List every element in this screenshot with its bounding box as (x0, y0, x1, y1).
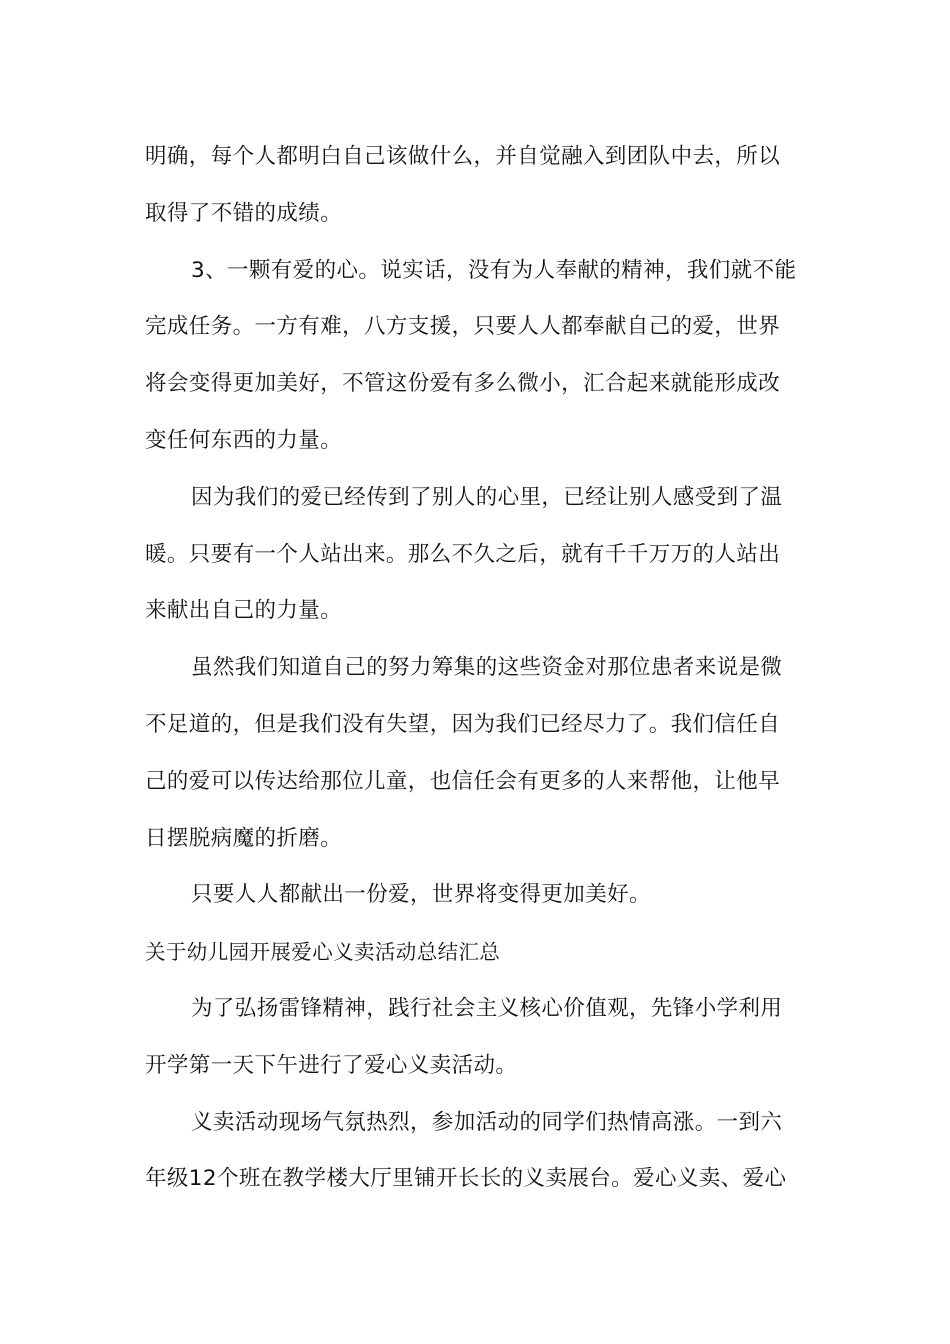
paragraph-4 (145, 640, 809, 867)
text-line: 义卖活动现场气氛热烈，参加活动的同学们热情高涨。一到六 (191, 1109, 783, 1135)
paragraph-2 (145, 243, 809, 470)
text-line: 虽然我们知道自己的努力筹集的这些资金对那位患者来说是微 (191, 655, 783, 681)
text-line: 己的爱可以传达给那位儿童，也信任会有更多的人来帮他，让他早 (145, 768, 781, 794)
section-paragraph-1 (145, 981, 809, 1095)
text-line: 取得了不错的成绩。 (145, 200, 343, 226)
text-line: 明确，每个人都明白自己该做什么，并自觉融入到团队中去，所以 (145, 144, 781, 169)
text-line: 暖。只要有一个人站出来。那么不久之后，就有千千万万的人站出 (145, 541, 781, 567)
text-line: 只要人人都献出一份爱，世界将变得更加美好。 (191, 882, 651, 908)
text-line: 因为我们的爱已经传到了别人的心里，已经让别人感受到了温 (191, 484, 783, 510)
text-line: 完成任务。一方有难，八方支援，只要人人都奉献自己的爱，世界 (145, 314, 781, 340)
text-line: 年级12个班在教学楼大厅里铺开长长的义卖展台。爱心义卖、爱心 (145, 1166, 787, 1192)
text-line: 将会变得更加美好，不管这份爱有多么微小，汇合起来就能形成改 (145, 371, 781, 397)
text-line: 开学第一天下午进行了爱心义卖活动。 (145, 1052, 518, 1078)
text-line: 日摆脱病魔的折磨。 (145, 825, 343, 851)
text-line: 变任何东西的力量。 (145, 427, 343, 453)
paragraph-1 (145, 129, 809, 243)
text-line: 3、一颗有爱的心。说实话，没有为人奉献的精神，我们就不能 (191, 257, 797, 283)
paragraph-3 (145, 470, 809, 640)
text-line: 来献出自己的力量。 (145, 598, 343, 624)
text-line: 为了弘扬雷锋精神，践行社会主义核心价值观，先锋小学利用 (191, 995, 783, 1021)
document-body (145, 129, 809, 1208)
section-title-text: 关于幼儿园开展爱心义卖活动总结汇总 (145, 940, 501, 965)
section-title (145, 924, 809, 981)
section-paragraph-2 (145, 1095, 809, 1209)
text-line: 不足道的，但是我们没有失望，因为我们已经尽力了。我们信任自 (145, 711, 781, 737)
paragraph-5 (145, 867, 809, 924)
